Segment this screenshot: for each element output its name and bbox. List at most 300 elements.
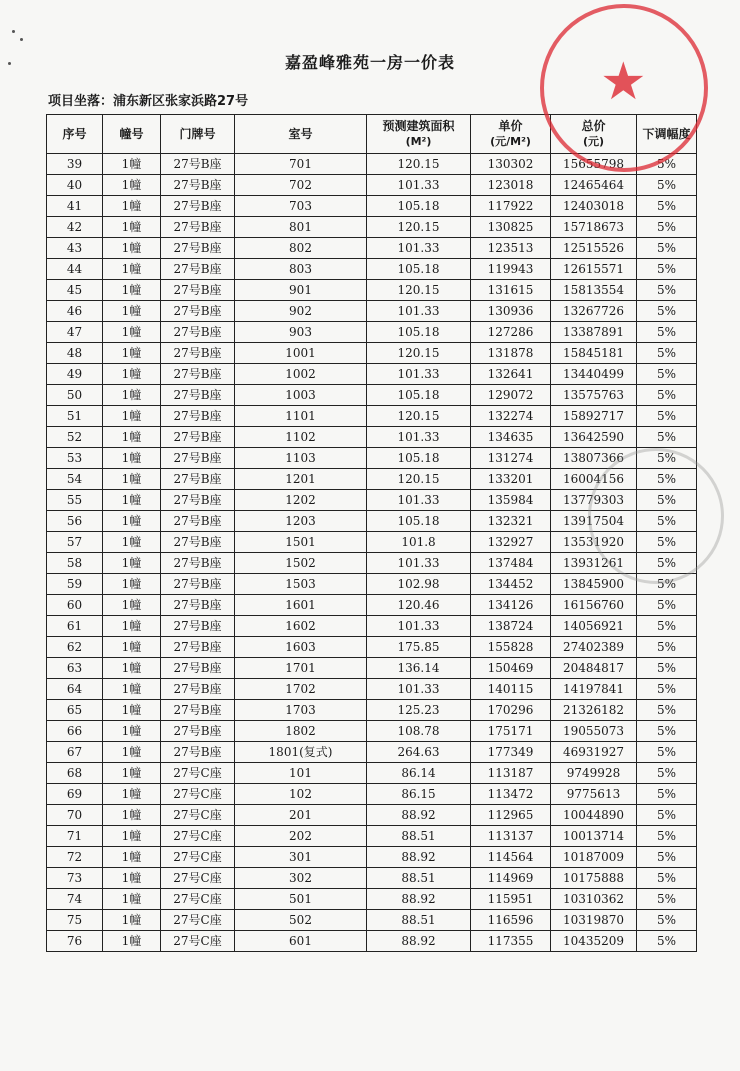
header-gate: 门牌号 bbox=[161, 115, 235, 154]
cell-gate: 27号C座 bbox=[161, 805, 235, 826]
cell-room: 202 bbox=[235, 826, 367, 847]
cell-building: 1幢 bbox=[103, 532, 161, 553]
cell-gate: 27号B座 bbox=[161, 532, 235, 553]
cell-gate: 27号B座 bbox=[161, 196, 235, 217]
cell-gate: 27号B座 bbox=[161, 238, 235, 259]
cell-room: 1503 bbox=[235, 574, 367, 595]
cell-unit-price: 117355 bbox=[471, 931, 551, 952]
cell-total-price: 13531920 bbox=[551, 532, 637, 553]
cell-no: 58 bbox=[47, 553, 103, 574]
cell-discount: 5% bbox=[637, 427, 697, 448]
cell-gate: 27号B座 bbox=[161, 553, 235, 574]
table-row bbox=[47, 406, 697, 427]
cell-no: 64 bbox=[47, 679, 103, 700]
cell-room: 903 bbox=[235, 322, 367, 343]
cell-total-price: 27402389 bbox=[551, 637, 637, 658]
seal-star-icon: ★ bbox=[600, 52, 647, 112]
cell-unit-price: 134635 bbox=[471, 427, 551, 448]
cell-discount: 5% bbox=[637, 259, 697, 280]
cell-gate: 27号B座 bbox=[161, 343, 235, 364]
cell-discount: 5% bbox=[637, 637, 697, 658]
cell-no: 51 bbox=[47, 406, 103, 427]
cell-room: 502 bbox=[235, 910, 367, 931]
cell-total-price: 10013714 bbox=[551, 826, 637, 847]
cell-gate: 27号B座 bbox=[161, 616, 235, 637]
cell-discount: 5% bbox=[637, 574, 697, 595]
table-row bbox=[47, 637, 697, 658]
cell-area: 101.33 bbox=[367, 301, 471, 322]
scan-speck bbox=[20, 38, 23, 41]
cell-gate: 27号B座 bbox=[161, 217, 235, 238]
cell-unit-price: 177349 bbox=[471, 742, 551, 763]
cell-gate: 27号C座 bbox=[161, 931, 235, 952]
cell-discount: 5% bbox=[637, 784, 697, 805]
table-row bbox=[47, 343, 697, 364]
cell-total-price: 15813554 bbox=[551, 280, 637, 301]
cell-room: 1203 bbox=[235, 511, 367, 532]
cell-no: 55 bbox=[47, 490, 103, 511]
cell-gate: 27号B座 bbox=[161, 385, 235, 406]
cell-building: 1幢 bbox=[103, 553, 161, 574]
cell-discount: 5% bbox=[637, 889, 697, 910]
cell-discount: 5% bbox=[637, 847, 697, 868]
cell-no: 56 bbox=[47, 511, 103, 532]
cell-unit-price: 119943 bbox=[471, 259, 551, 280]
cell-building: 1幢 bbox=[103, 196, 161, 217]
cell-gate: 27号B座 bbox=[161, 175, 235, 196]
cell-gate: 27号C座 bbox=[161, 784, 235, 805]
cell-building: 1幢 bbox=[103, 700, 161, 721]
cell-area: 101.33 bbox=[367, 553, 471, 574]
header-building: 幢号 bbox=[103, 115, 161, 154]
cell-unit-price: 112965 bbox=[471, 805, 551, 826]
cell-total-price: 15655798 bbox=[551, 154, 637, 175]
cell-no: 41 bbox=[47, 196, 103, 217]
cell-no: 65 bbox=[47, 700, 103, 721]
cell-room: 801 bbox=[235, 217, 367, 238]
cell-discount: 5% bbox=[637, 280, 697, 301]
cell-discount: 5% bbox=[637, 868, 697, 889]
cell-gate: 27号B座 bbox=[161, 490, 235, 511]
cell-discount: 5% bbox=[637, 700, 697, 721]
cell-unit-price: 113187 bbox=[471, 763, 551, 784]
scan-speck bbox=[12, 30, 15, 33]
table-row bbox=[47, 700, 697, 721]
cell-room: 1701 bbox=[235, 658, 367, 679]
cell-room: 1001 bbox=[235, 343, 367, 364]
cell-building: 1幢 bbox=[103, 343, 161, 364]
cell-building: 1幢 bbox=[103, 238, 161, 259]
cell-no: 46 bbox=[47, 301, 103, 322]
cell-area: 108.78 bbox=[367, 721, 471, 742]
cell-no: 75 bbox=[47, 910, 103, 931]
cell-building: 1幢 bbox=[103, 742, 161, 763]
cell-building: 1幢 bbox=[103, 448, 161, 469]
cell-no: 57 bbox=[47, 532, 103, 553]
header-area-unit: (M²) bbox=[405, 135, 432, 148]
cell-gate: 27号C座 bbox=[161, 763, 235, 784]
table-row bbox=[47, 742, 697, 763]
cell-room: 501 bbox=[235, 889, 367, 910]
cell-room: 1801(复式) bbox=[235, 742, 367, 763]
cell-room: 102 bbox=[235, 784, 367, 805]
table-row bbox=[47, 511, 697, 532]
cell-no: 43 bbox=[47, 238, 103, 259]
cell-unit-price: 113137 bbox=[471, 826, 551, 847]
cell-room: 201 bbox=[235, 805, 367, 826]
cell-total-price: 12465464 bbox=[551, 175, 637, 196]
cell-discount: 5% bbox=[637, 322, 697, 343]
cell-area: 105.18 bbox=[367, 196, 471, 217]
table-row bbox=[47, 553, 697, 574]
cell-room: 1602 bbox=[235, 616, 367, 637]
cell-room: 1201 bbox=[235, 469, 367, 490]
cell-discount: 5% bbox=[637, 364, 697, 385]
header-total-price-label: 总价 bbox=[581, 119, 606, 133]
cell-no: 44 bbox=[47, 259, 103, 280]
cell-discount: 5% bbox=[637, 658, 697, 679]
cell-no: 71 bbox=[47, 826, 103, 847]
cell-building: 1幢 bbox=[103, 364, 161, 385]
cell-total-price: 46931927 bbox=[551, 742, 637, 763]
cell-unit-price: 114969 bbox=[471, 868, 551, 889]
cell-discount: 5% bbox=[637, 175, 697, 196]
cell-no: 52 bbox=[47, 427, 103, 448]
cell-unit-price: 130936 bbox=[471, 301, 551, 322]
cell-gate: 27号B座 bbox=[161, 322, 235, 343]
cell-room: 1102 bbox=[235, 427, 367, 448]
cell-building: 1幢 bbox=[103, 784, 161, 805]
cell-gate: 27号C座 bbox=[161, 847, 235, 868]
table-row bbox=[47, 679, 697, 700]
cell-unit-price: 138724 bbox=[471, 616, 551, 637]
cell-unit-price: 150469 bbox=[471, 658, 551, 679]
cell-area: 105.18 bbox=[367, 322, 471, 343]
cell-area: 101.33 bbox=[367, 364, 471, 385]
cell-unit-price: 134452 bbox=[471, 574, 551, 595]
cell-building: 1幢 bbox=[103, 637, 161, 658]
cell-area: 88.51 bbox=[367, 868, 471, 889]
cell-building: 1幢 bbox=[103, 322, 161, 343]
cell-no: 40 bbox=[47, 175, 103, 196]
table-header-row bbox=[47, 115, 697, 154]
price-table-body bbox=[47, 154, 697, 952]
cell-no: 66 bbox=[47, 721, 103, 742]
cell-discount: 5% bbox=[637, 595, 697, 616]
cell-no: 69 bbox=[47, 784, 103, 805]
cell-gate: 27号C座 bbox=[161, 910, 235, 931]
cell-discount: 5% bbox=[637, 301, 697, 322]
cell-room: 1103 bbox=[235, 448, 367, 469]
table-row bbox=[47, 616, 697, 637]
cell-gate: 27号B座 bbox=[161, 154, 235, 175]
cell-no: 63 bbox=[47, 658, 103, 679]
cell-discount: 5% bbox=[637, 931, 697, 952]
cell-discount: 5% bbox=[637, 910, 697, 931]
cell-no: 59 bbox=[47, 574, 103, 595]
cell-discount: 5% bbox=[637, 742, 697, 763]
cell-discount: 5% bbox=[637, 217, 697, 238]
cell-unit-price: 155828 bbox=[471, 637, 551, 658]
cell-total-price: 19055073 bbox=[551, 721, 637, 742]
cell-no: 70 bbox=[47, 805, 103, 826]
cell-room: 1502 bbox=[235, 553, 367, 574]
cell-area: 264.63 bbox=[367, 742, 471, 763]
cell-unit-price: 123018 bbox=[471, 175, 551, 196]
cell-gate: 27号B座 bbox=[161, 742, 235, 763]
cell-total-price: 10175888 bbox=[551, 868, 637, 889]
cell-building: 1幢 bbox=[103, 805, 161, 826]
cell-building: 1幢 bbox=[103, 721, 161, 742]
cell-building: 1幢 bbox=[103, 595, 161, 616]
cell-unit-price: 130825 bbox=[471, 217, 551, 238]
header-unit-price bbox=[471, 115, 551, 154]
cell-room: 601 bbox=[235, 931, 367, 952]
cell-area: 120.15 bbox=[367, 406, 471, 427]
cell-total-price: 15892717 bbox=[551, 406, 637, 427]
cell-room: 701 bbox=[235, 154, 367, 175]
cell-no: 60 bbox=[47, 595, 103, 616]
cell-unit-price: 115951 bbox=[471, 889, 551, 910]
cell-area: 175.85 bbox=[367, 637, 471, 658]
cell-area: 101.8 bbox=[367, 532, 471, 553]
cell-total-price: 13779303 bbox=[551, 490, 637, 511]
table-row bbox=[47, 301, 697, 322]
table-row bbox=[47, 889, 697, 910]
cell-unit-price: 129072 bbox=[471, 385, 551, 406]
cell-discount: 5% bbox=[637, 406, 697, 427]
cell-area: 88.92 bbox=[367, 805, 471, 826]
cell-unit-price: 116596 bbox=[471, 910, 551, 931]
cell-area: 120.15 bbox=[367, 280, 471, 301]
table-row bbox=[47, 721, 697, 742]
cell-room: 703 bbox=[235, 196, 367, 217]
table-row bbox=[47, 826, 697, 847]
cell-area: 102.98 bbox=[367, 574, 471, 595]
cell-gate: 27号B座 bbox=[161, 427, 235, 448]
cell-building: 1幢 bbox=[103, 427, 161, 448]
table-row bbox=[47, 532, 697, 553]
cell-discount: 5% bbox=[637, 532, 697, 553]
cell-no: 72 bbox=[47, 847, 103, 868]
cell-room: 702 bbox=[235, 175, 367, 196]
cell-room: 1603 bbox=[235, 637, 367, 658]
header-discount: 下调幅度 bbox=[637, 115, 697, 154]
cell-total-price: 20484817 bbox=[551, 658, 637, 679]
cell-no: 47 bbox=[47, 322, 103, 343]
table-row bbox=[47, 427, 697, 448]
cell-unit-price: 114564 bbox=[471, 847, 551, 868]
cell-gate: 27号B座 bbox=[161, 364, 235, 385]
cell-area: 101.33 bbox=[367, 427, 471, 448]
cell-area: 88.51 bbox=[367, 826, 471, 847]
cell-total-price: 10044890 bbox=[551, 805, 637, 826]
cell-discount: 5% bbox=[637, 826, 697, 847]
cell-unit-price: 133201 bbox=[471, 469, 551, 490]
cell-area: 120.46 bbox=[367, 595, 471, 616]
cell-gate: 27号C座 bbox=[161, 889, 235, 910]
header-total-price bbox=[551, 115, 637, 154]
cell-room: 1003 bbox=[235, 385, 367, 406]
cell-total-price: 13267726 bbox=[551, 301, 637, 322]
cell-total-price: 13807366 bbox=[551, 448, 637, 469]
cell-no: 76 bbox=[47, 931, 103, 952]
cell-gate: 27号B座 bbox=[161, 700, 235, 721]
cell-building: 1幢 bbox=[103, 679, 161, 700]
cell-area: 86.15 bbox=[367, 784, 471, 805]
table-row bbox=[47, 448, 697, 469]
cell-area: 101.33 bbox=[367, 616, 471, 637]
cell-discount: 5% bbox=[637, 616, 697, 637]
cell-no: 39 bbox=[47, 154, 103, 175]
cell-building: 1幢 bbox=[103, 763, 161, 784]
cell-no: 42 bbox=[47, 217, 103, 238]
cell-total-price: 9775613 bbox=[551, 784, 637, 805]
cell-total-price: 13931261 bbox=[551, 553, 637, 574]
header-area bbox=[367, 115, 471, 154]
cell-room: 902 bbox=[235, 301, 367, 322]
cell-total-price: 15718673 bbox=[551, 217, 637, 238]
cell-area: 101.33 bbox=[367, 238, 471, 259]
cell-unit-price: 131878 bbox=[471, 343, 551, 364]
cell-gate: 27号B座 bbox=[161, 406, 235, 427]
cell-gate: 27号B座 bbox=[161, 280, 235, 301]
cell-gate: 27号B座 bbox=[161, 511, 235, 532]
cell-total-price: 16156760 bbox=[551, 595, 637, 616]
cell-total-price: 12403018 bbox=[551, 196, 637, 217]
cell-room: 901 bbox=[235, 280, 367, 301]
cell-area: 105.18 bbox=[367, 448, 471, 469]
cell-total-price: 14056921 bbox=[551, 616, 637, 637]
cell-no: 45 bbox=[47, 280, 103, 301]
cell-no: 73 bbox=[47, 868, 103, 889]
table-row bbox=[47, 868, 697, 889]
cell-discount: 5% bbox=[637, 385, 697, 406]
cell-room: 302 bbox=[235, 868, 367, 889]
cell-building: 1幢 bbox=[103, 406, 161, 427]
cell-area: 105.18 bbox=[367, 259, 471, 280]
cell-discount: 5% bbox=[637, 448, 697, 469]
cell-room: 1101 bbox=[235, 406, 367, 427]
table-row bbox=[47, 196, 697, 217]
header-room: 室号 bbox=[235, 115, 367, 154]
cell-room: 1601 bbox=[235, 595, 367, 616]
cell-total-price: 13575763 bbox=[551, 385, 637, 406]
cell-room: 802 bbox=[235, 238, 367, 259]
cell-building: 1幢 bbox=[103, 658, 161, 679]
cell-area: 88.92 bbox=[367, 889, 471, 910]
cell-room: 1702 bbox=[235, 679, 367, 700]
cell-unit-price: 170296 bbox=[471, 700, 551, 721]
price-table bbox=[46, 114, 697, 952]
cell-area: 125.23 bbox=[367, 700, 471, 721]
cell-total-price: 15845181 bbox=[551, 343, 637, 364]
cell-gate: 27号B座 bbox=[161, 679, 235, 700]
table-row bbox=[47, 280, 697, 301]
cell-building: 1幢 bbox=[103, 574, 161, 595]
table-row bbox=[47, 847, 697, 868]
cell-unit-price: 175171 bbox=[471, 721, 551, 742]
cell-gate: 27号C座 bbox=[161, 826, 235, 847]
cell-room: 1703 bbox=[235, 700, 367, 721]
cell-discount: 5% bbox=[637, 343, 697, 364]
cell-discount: 5% bbox=[637, 511, 697, 532]
cell-area: 86.14 bbox=[367, 763, 471, 784]
cell-area: 120.15 bbox=[367, 343, 471, 364]
cell-unit-price: 117922 bbox=[471, 196, 551, 217]
cell-building: 1幢 bbox=[103, 511, 161, 532]
cell-building: 1幢 bbox=[103, 826, 161, 847]
cell-unit-price: 132641 bbox=[471, 364, 551, 385]
cell-unit-price: 131274 bbox=[471, 448, 551, 469]
table-row bbox=[47, 658, 697, 679]
cell-unit-price: 131615 bbox=[471, 280, 551, 301]
header-no: 序号 bbox=[47, 115, 103, 154]
cell-discount: 5% bbox=[637, 679, 697, 700]
cell-area: 120.15 bbox=[367, 154, 471, 175]
cell-total-price: 13387891 bbox=[551, 322, 637, 343]
project-location: 项目坐落：浦东新区张家浜路27号 bbox=[48, 94, 249, 109]
cell-building: 1幢 bbox=[103, 217, 161, 238]
cell-unit-price: 135984 bbox=[471, 490, 551, 511]
cell-gate: 27号C座 bbox=[161, 868, 235, 889]
table-row bbox=[47, 931, 697, 952]
table-row bbox=[47, 217, 697, 238]
cell-no: 48 bbox=[47, 343, 103, 364]
cell-building: 1幢 bbox=[103, 469, 161, 490]
cell-building: 1幢 bbox=[103, 847, 161, 868]
cell-building: 1幢 bbox=[103, 910, 161, 931]
cell-gate: 27号B座 bbox=[161, 595, 235, 616]
cell-total-price: 13642590 bbox=[551, 427, 637, 448]
cell-area: 120.15 bbox=[367, 217, 471, 238]
cell-unit-price: 134126 bbox=[471, 595, 551, 616]
cell-unit-price: 113472 bbox=[471, 784, 551, 805]
cell-total-price: 16004156 bbox=[551, 469, 637, 490]
cell-building: 1幢 bbox=[103, 616, 161, 637]
cell-room: 1002 bbox=[235, 364, 367, 385]
cell-total-price: 10187009 bbox=[551, 847, 637, 868]
cell-discount: 5% bbox=[637, 721, 697, 742]
table-row bbox=[47, 364, 697, 385]
cell-total-price: 10435209 bbox=[551, 931, 637, 952]
table-row bbox=[47, 910, 697, 931]
cell-total-price: 14197841 bbox=[551, 679, 637, 700]
header-area-label: 预测建筑面积 bbox=[382, 119, 455, 133]
cell-room: 1202 bbox=[235, 490, 367, 511]
cell-no: 49 bbox=[47, 364, 103, 385]
cell-total-price: 13440499 bbox=[551, 364, 637, 385]
cell-discount: 5% bbox=[637, 154, 697, 175]
cell-total-price: 10310362 bbox=[551, 889, 637, 910]
cell-no: 54 bbox=[47, 469, 103, 490]
cell-unit-price: 130302 bbox=[471, 154, 551, 175]
cell-total-price: 10319870 bbox=[551, 910, 637, 931]
cell-unit-price: 132274 bbox=[471, 406, 551, 427]
cell-no: 53 bbox=[47, 448, 103, 469]
cell-area: 88.92 bbox=[367, 847, 471, 868]
cell-unit-price: 123513 bbox=[471, 238, 551, 259]
cell-room: 301 bbox=[235, 847, 367, 868]
cell-discount: 5% bbox=[637, 469, 697, 490]
table-row bbox=[47, 784, 697, 805]
cell-discount: 5% bbox=[637, 805, 697, 826]
cell-building: 1幢 bbox=[103, 259, 161, 280]
cell-room: 101 bbox=[235, 763, 367, 784]
cell-building: 1幢 bbox=[103, 154, 161, 175]
cell-area: 101.33 bbox=[367, 490, 471, 511]
cell-no: 50 bbox=[47, 385, 103, 406]
